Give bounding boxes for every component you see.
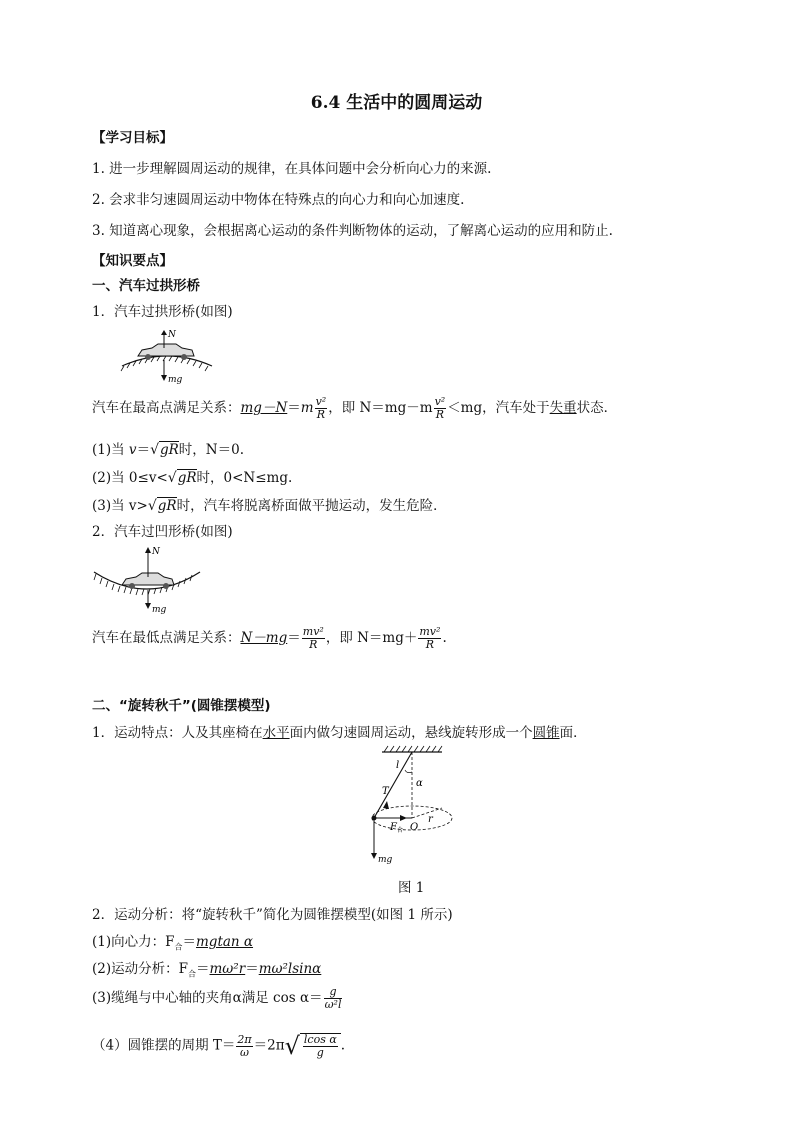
concave-mg-label: mg (152, 605, 167, 615)
fig-mg-label: mg (378, 855, 393, 865)
fig-o-label: O (410, 822, 419, 833)
points-heading: 【知识要点】 (92, 253, 173, 269)
arch-mg-label: mg (168, 375, 183, 385)
arch-n-label: N (168, 330, 176, 340)
fig-r-label: r (428, 814, 433, 825)
concave-n-label: N (152, 547, 160, 557)
conical-pendulum-figure (360, 744, 470, 870)
goal-item-1: 1. 进一步理解圆周运动的规律，在具体问题中会分析向心力的来源. (92, 161, 492, 177)
goals-heading: 【学习目标】 (92, 130, 173, 146)
goal-item-2: 2. 会求非匀速圆周运动中物体在特殊点的向心力和向心加速度. (92, 192, 465, 208)
arch-bridge-figure (118, 326, 216, 386)
section-2-item-1: 1．运动特点：人及其座椅在水平面内做匀速圆周运动，悬线旋转形成一个圆锥面． (92, 725, 587, 741)
section-2-item-2: 2．运动分析：将“旋转秋千”简化为圆锥摆模型(如图 1 所示) (92, 907, 453, 923)
section-1-item-2: 2．汽车过凹形桥(如图) (92, 524, 233, 540)
section-2-heading: 二、“旋转秋千”(圆锥摆模型) (92, 698, 271, 714)
concave-bridge-figure (92, 544, 202, 616)
analysis-4: （4）圆锥摆的周期 T＝ $\frac{2\pi}{\omega}$ ＝2π√ $\frac{\text{lcos α}}{g}$ . (92, 1032, 346, 1060)
analysis-3: (3)缆绳与中心轴的夹角α满足 cos α＝ $\frac{g}{\text{ω²l}}$ (92, 985, 342, 1011)
figure-caption: 图 1 (398, 880, 425, 896)
page-title: 6.4 生活中的圆周运动 (310, 93, 483, 113)
fig-f-label: $F_合$ (390, 822, 403, 834)
fig-l-label: l (396, 760, 400, 771)
analysis-1: (1)向心力：$F_合=mgtan$ α (92, 934, 254, 952)
goal-item-3: 3. 知道离心现象，会根据离心运动的条件判断物体的运动，了解离心运动的应用和防止. (92, 223, 613, 239)
arch-equation: 汽车在最高点满足关系：mg－N＝m $\frac{\text{v²}}{R}$ ，即 N＝mg－m $\frac{\text{v²}}{R}$ ＜mg，汽车处于失重状态． (92, 395, 618, 421)
fig-t-label: T (382, 786, 389, 797)
concave-equation: 汽车在最低点满足关系：N－mg＝ $\frac{\text{mv²}}{R}$ ，即 N＝mg＋ $\frac{\text{mv²}}{R}$ . (92, 625, 447, 651)
section-1-heading: 一、汽车过拱形桥 (92, 278, 200, 294)
condition-1: (1)当 v＝√gR时，N＝0. (92, 442, 244, 458)
condition-2: (2)当 0≤v<√gR时，0<N≤mg. (92, 470, 293, 486)
fig-alpha-label: α (416, 778, 423, 789)
analysis-2: (2)运动分析：$F_合=m\omega^2r=m\omega^2lsin\alpha$ (92, 961, 322, 979)
condition-3: (3)当 v>√gR时，汽车将脱离桥面做平抛运动，发生危险． (92, 498, 447, 514)
section-1-item-1: 1．汽车过拱形桥(如图) (92, 304, 233, 320)
